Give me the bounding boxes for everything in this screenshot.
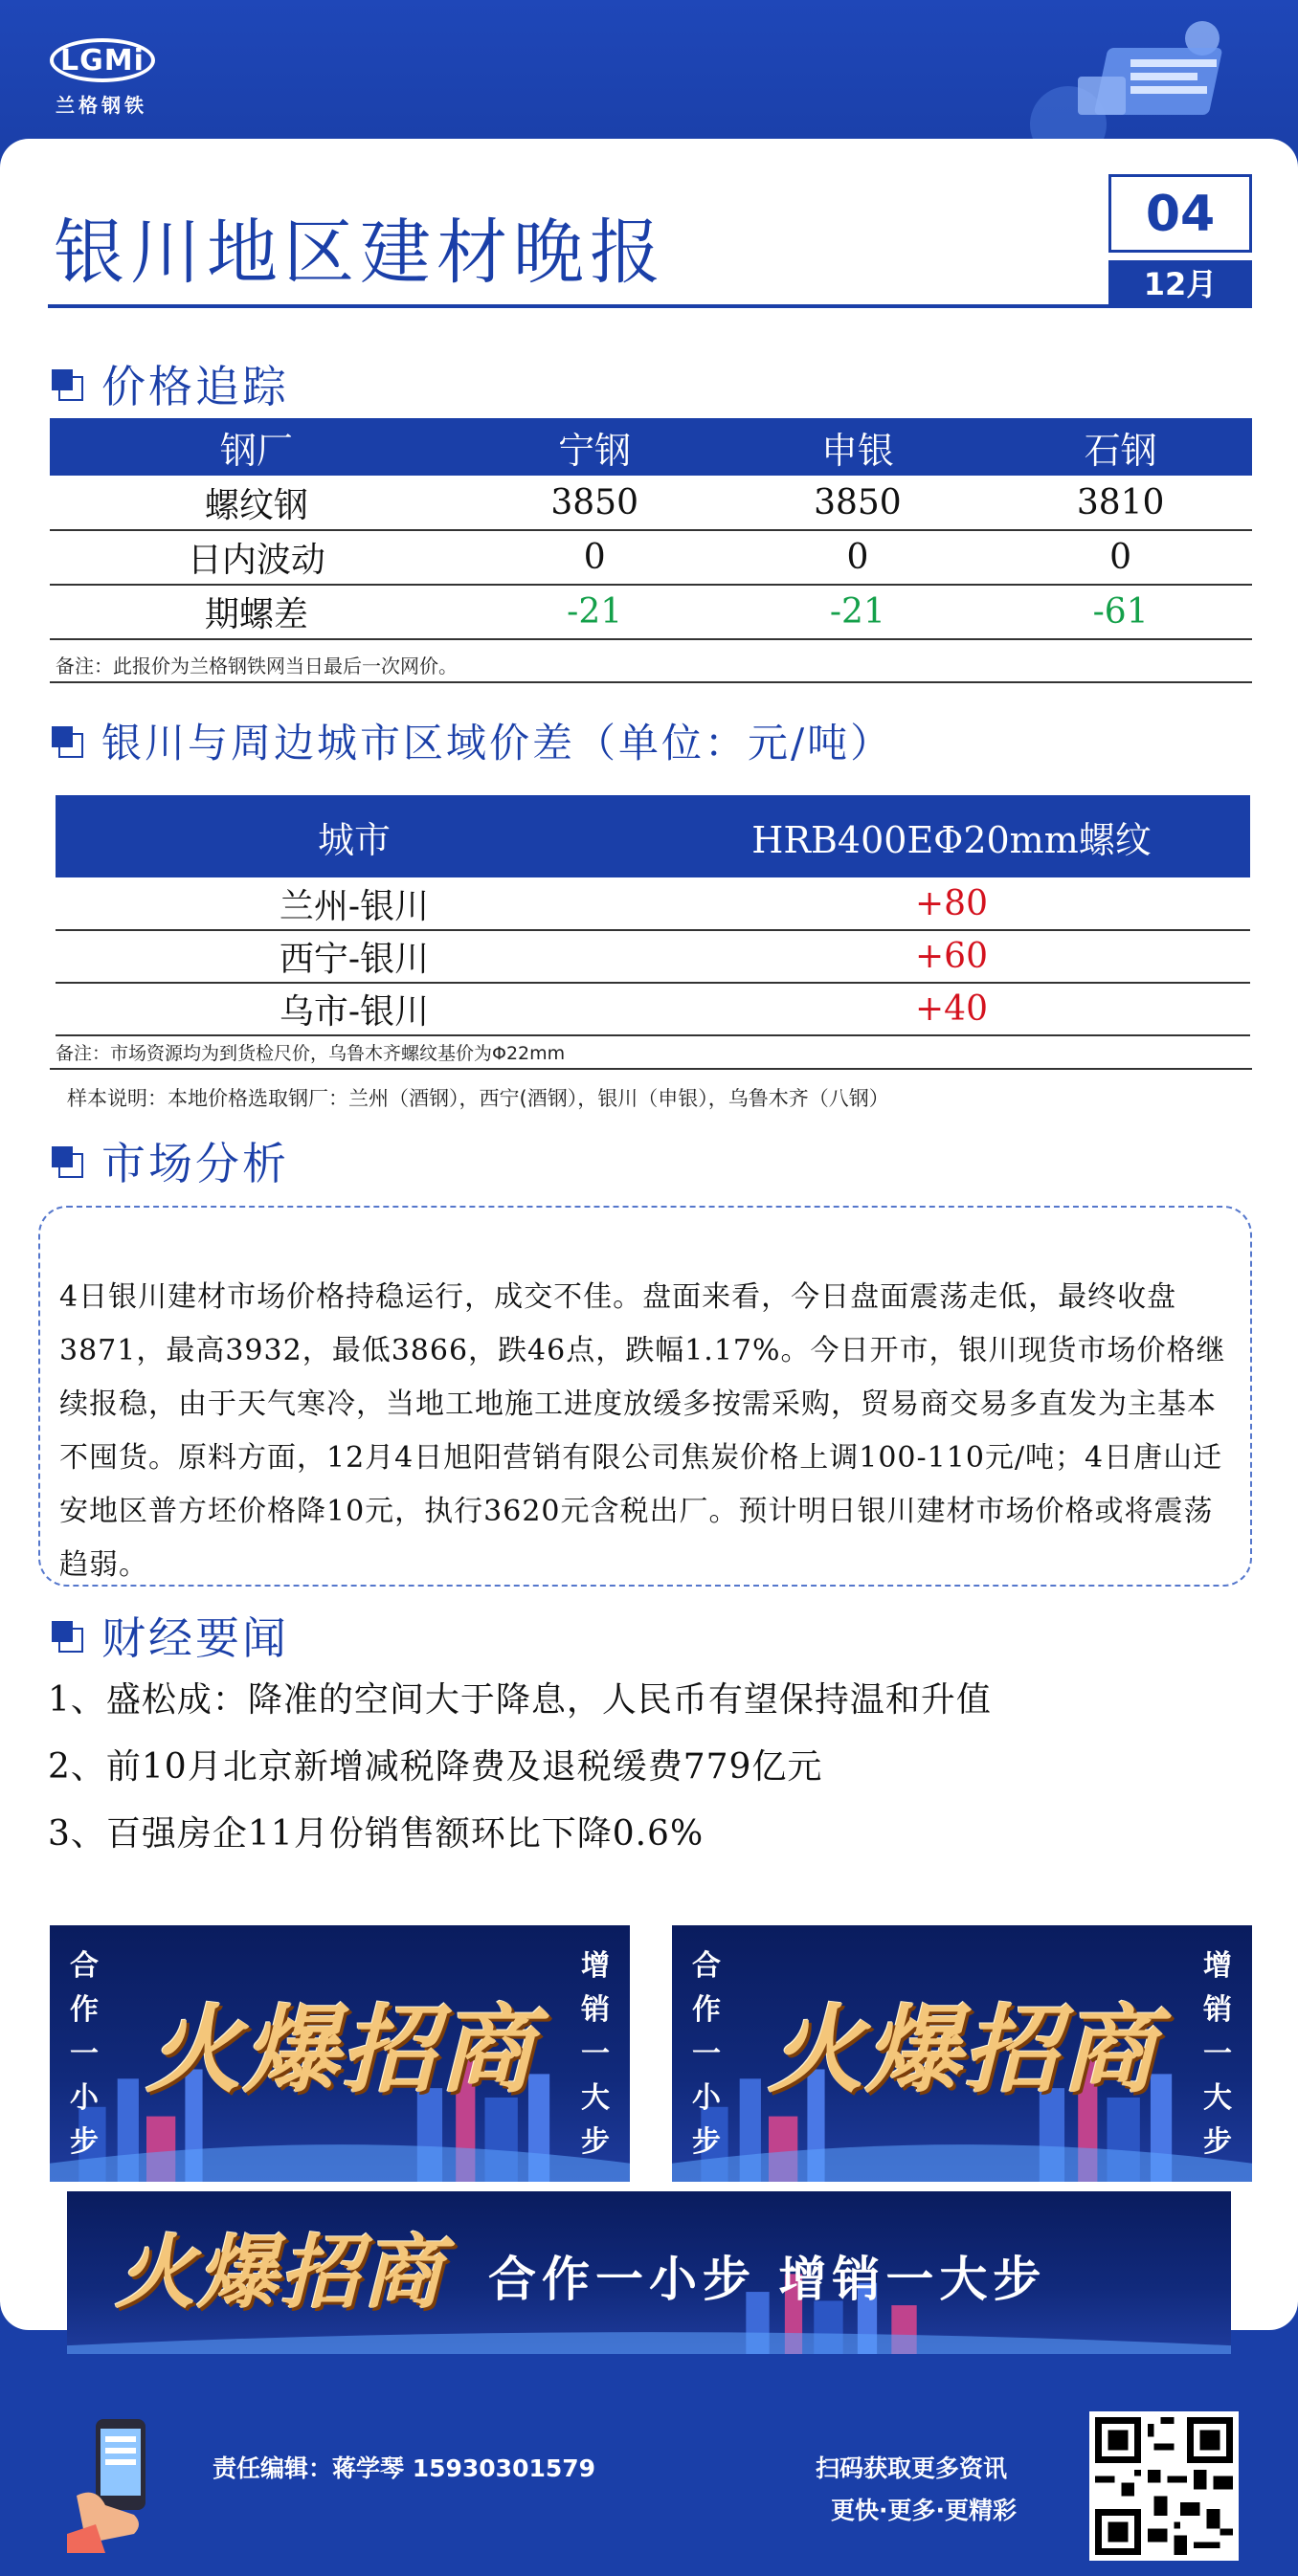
tech-illustration-icon [1011,10,1260,153]
section-header-analysis [52,1129,289,1192]
news-list [48,1667,992,1868]
price-note: 备注：此报价为兰格钢铁网当日最后一次网价。 [56,655,458,677]
news-item[interactable]: 2、前10月北京新增减税降费及退税缓费779亿元 [48,1747,823,1787]
footer-editor: 责任编辑：蒋学琴 15930301579 [213,2454,596,2482]
price-cell: 3810 [989,476,1252,530]
basis-cell: -21 [727,585,990,639]
side-char: 销 [581,1993,610,2027]
promo-banner-wide[interactable] [67,2191,1231,2354]
side-char: 大 [581,2081,610,2115]
footer-tagline: 更快·更多·更精彩 [831,2497,1017,2524]
logo-letters: LGMi [60,43,145,78]
footer-scan: 扫码获取更多资讯 [816,2454,1008,2482]
col-header: 石钢 [989,418,1252,476]
table-header-row [50,418,1252,476]
price-table [50,418,1252,640]
analysis-text: 4日银川建材市场价格持稳运行，成交不佳。盘面来看，今日盘面震荡走低，最终收盘3871，最高3932，最低3866，跌46点，跌幅1.17%。今日开市，银川现货市场价格继续报稳，由于天气寒冷，当地工地施工进度放缓多按需采购，贸易商交易多直发为主基本不囤货。原料方面，12月4日旭阳营销有限公司焦炭价格上调100-110元/吨；4日唐山迁安地区普方坯价格降10元，执行3620元含税出厂。预计明日银川建材市场价格或将震荡趋弱。 [59,1280,1226,1582]
banner-headline: 火爆招商 [115,2225,445,2320]
news-item[interactable]: 1、盛松成：降准的空间大于降息，人民币有望保持温和升值 [48,1680,992,1720]
analysis-box [38,1206,1252,1587]
news-item[interactable]: 3、百强房企11月份销售额环比下降0.6% [48,1814,705,1854]
section-square-icon [52,1146,80,1175]
spread-note: 备注：市场资源均为到货检尺价，乌鲁木齐螺纹基价为Φ22mm [56,1043,566,1064]
city-cell: 西宁-银川 [56,930,653,983]
col-header: HRB400EΦ20mm螺纹 [653,795,1250,877]
sample-note: 样本说明：本地价格选取钢厂：兰州（酒钢），西宁(酒钢），银川（申银），乌鲁木齐（八钢） [67,1087,889,1110]
side-char: 小 [692,2081,721,2115]
change-cell: 0 [989,530,1252,585]
price-cell: 3850 [463,476,727,530]
qr-code[interactable] [1089,2411,1239,2561]
banner-side-right [1197,1944,1239,2165]
section-square-icon [52,369,80,398]
col-header: 钢厂 [50,418,463,476]
change-cell: 0 [727,530,990,585]
row-label: 日内波动 [50,530,463,585]
banner-headline: 火爆招商 [768,1993,1158,2106]
date-day: 04 [1108,174,1252,253]
basis-cell: -21 [463,585,727,639]
banner-headline: 火爆招商 [145,1993,536,2106]
spread-cell: +40 [653,983,1250,1035]
section-square-icon [52,726,80,755]
table-row [50,476,1252,530]
side-char: 一 [70,2037,99,2071]
basis-cell: -61 [989,585,1252,639]
row-label: 期螺差 [50,585,463,639]
table-row [50,585,1252,639]
section-title: 市场分析 [101,1138,289,1189]
logo-mark [50,38,155,82]
page-title: 银川地区建材晚报 [54,211,666,294]
side-char: 作 [70,1993,99,2027]
logo-text: 兰格钢铁 [56,94,147,117]
side-char: 步 [70,2125,99,2159]
side-char: 一 [692,2037,721,2071]
table-row [56,983,1250,1035]
spread-table [56,795,1250,1036]
side-char: 作 [692,1993,721,2027]
section-header-price [52,352,289,415]
side-char: 步 [692,2125,721,2159]
city-cell: 兰州-银川 [56,877,653,930]
section-header-news [52,1604,289,1667]
note-divider [50,1068,1252,1070]
hand-phone-icon [67,2409,182,2553]
section-header-spread [52,712,893,769]
banner-side-left [63,1944,105,2165]
promo-banner-right[interactable] [672,1925,1252,2182]
date-month: 12月 [1108,260,1252,308]
side-char: 销 [1203,1993,1232,2027]
change-cell: 0 [463,530,727,585]
side-char: 增 [1203,1949,1232,1983]
side-char: 大 [1203,2081,1232,2115]
brand-logo [50,38,165,115]
side-char: 一 [581,2037,610,2071]
side-char: 步 [1203,2125,1232,2159]
table-row [56,877,1250,930]
table-header-row [56,795,1250,877]
date-badge [1108,174,1252,308]
side-char: 增 [581,1949,610,1983]
banner-side-right [574,1944,616,2165]
section-title: 价格追踪 [101,361,289,412]
col-header: 申银 [727,418,990,476]
banner-slogan: 合作一小步 增销一大步 [488,2252,1047,2307]
title-divider [48,304,1249,308]
col-header: 城市 [56,795,653,877]
row-label: 螺纹钢 [50,476,463,530]
price-cell: 3850 [727,476,990,530]
spread-cell: +60 [653,930,1250,983]
side-char: 步 [581,2125,610,2159]
city-cell: 乌市-银川 [56,983,653,1035]
banner-side-left [685,1944,727,2165]
spread-cell: +80 [653,877,1250,930]
side-char: 合 [692,1949,721,1983]
side-char: 合 [70,1949,99,1983]
side-char: 小 [70,2081,99,2115]
side-char: 一 [1203,2037,1232,2071]
note-divider [50,681,1252,683]
qr-pattern-icon [1095,2417,1233,2555]
table-row [56,930,1250,983]
col-header: 宁钢 [463,418,727,476]
section-title: 财经要闻 [101,1612,289,1664]
promo-banner-left[interactable] [50,1925,630,2182]
section-title: 银川与周边城市区域价差（单位：元/吨） [101,720,894,766]
table-row [50,530,1252,585]
section-square-icon [52,1621,80,1650]
